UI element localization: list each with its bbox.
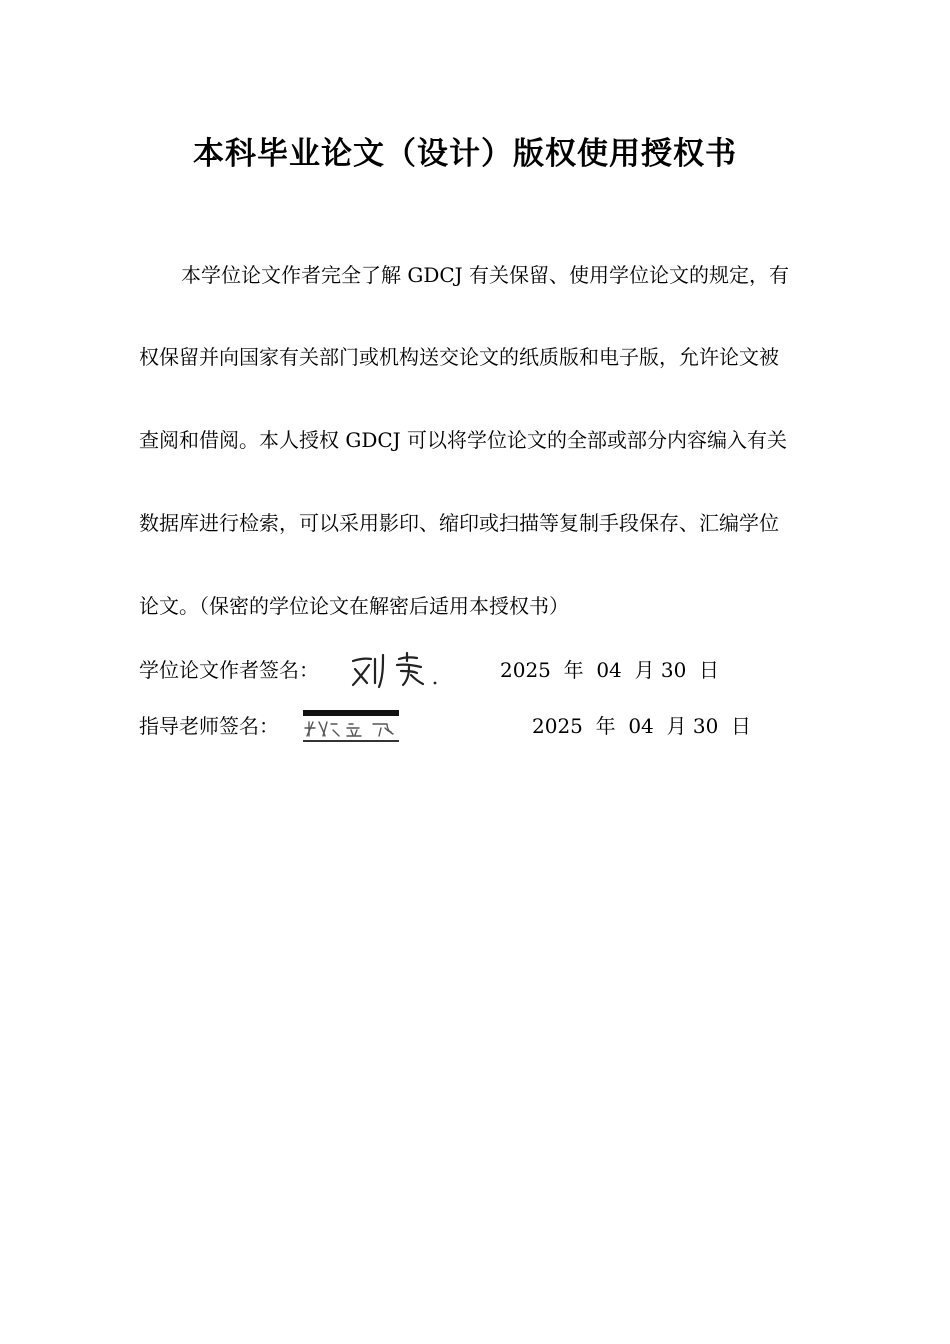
author-signature-date: 2025 年 04 月 30 日 xyxy=(500,658,720,682)
author-handwritten-signature xyxy=(349,649,445,689)
document-title: 本科毕业论文（设计）版权使用授权书 xyxy=(193,136,737,172)
paragraph-line-2: 权保留并向国家有关部门或机构送交论文的纸质版和电子版，允许论文被 xyxy=(139,345,779,369)
advisor-signature-date: 2025 年 04 月 30 日 xyxy=(532,714,752,738)
author-signature-label: 学位论文作者签名： xyxy=(139,658,319,682)
advisor-signature-label: 指导老师签名： xyxy=(139,714,279,738)
paragraph-line-3: 查阅和借阅。本人授权 GDCJ 可以将学位论文的全部或部分内容编入有关 xyxy=(139,428,788,452)
advisor-handwritten-signature xyxy=(303,710,399,744)
paragraph-line-1: 本学位论文作者完全了解 GDCJ 有关保留、使用学位论文的规定，有 xyxy=(181,263,790,287)
paragraph-line-5: 论文。（保密的学位论文在解密后适用本授权书） xyxy=(139,594,569,618)
paragraph-line-4: 数据库进行检索，可以采用影印、缩印或扫描等复制手段保存、汇编学位 xyxy=(139,511,779,535)
